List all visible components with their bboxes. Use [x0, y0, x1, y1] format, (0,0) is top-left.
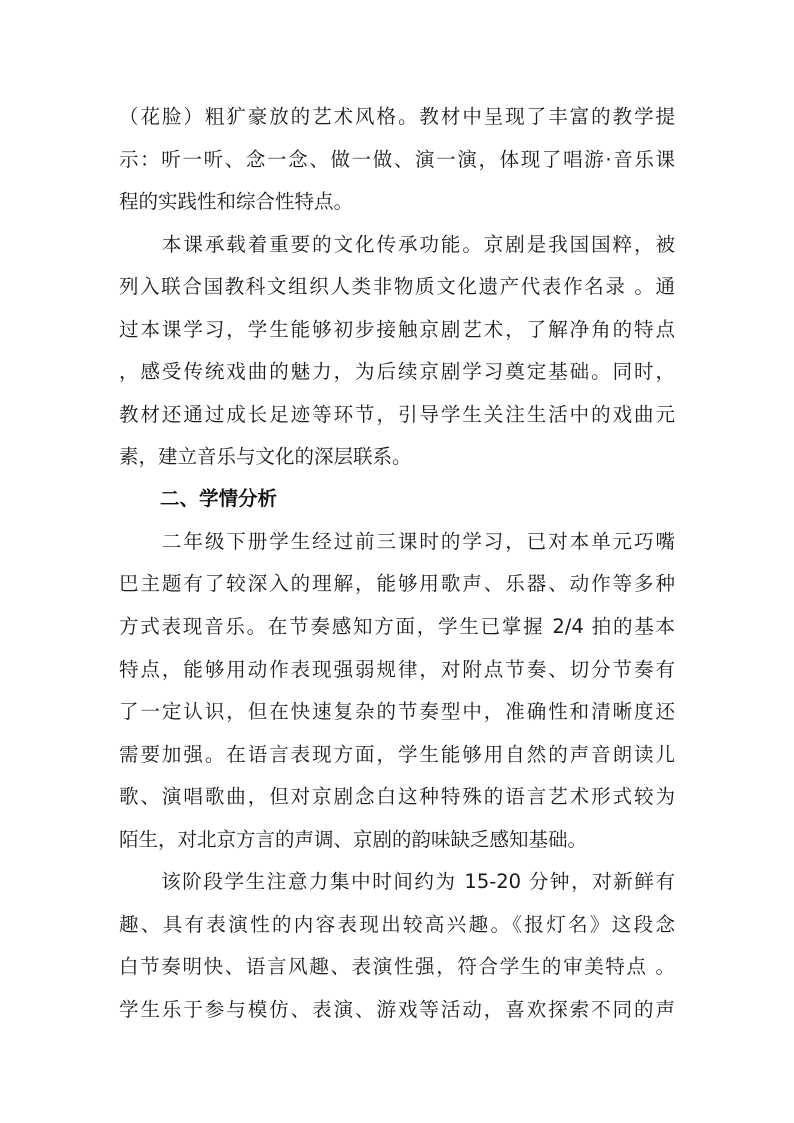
paragraph-3-line-8: 陌生，对北京方言的声调、京剧的韵味缺乏感知基础。: [119, 828, 588, 851]
paragraph-3-line-4: 特点，能够用动作表现强弱规律，对附点节奏、切分节奏有: [119, 658, 675, 681]
paragraph-3-line-3: 方式表现音乐。在节奏感知方面，学生已掌握 2/4 拍的基本: [119, 615, 675, 638]
paragraph-3-line-7: 歌、演唱歌曲，但对京剧念白这种特殊的语言艺术形式较为: [119, 785, 675, 808]
paragraph-4-line-4: 学生乐于参与模仿、表演、游戏等活动，喜欢探索不同的声: [119, 998, 675, 1021]
paragraph-4-line-3: 白节奏明快、语言风趣、表演性强，符合学生的审美特点 。: [119, 955, 675, 978]
paragraph-2-line-3: 过本课学习，学生能够初步接触京剧艺术，了解净角的特点: [119, 318, 675, 341]
paragraph-3-line-1: 二年级下册学生经过前三课时的学习，已对本单元巧嘴: [119, 530, 675, 553]
paragraph-2-line-4: ，感受传统戏曲的魅力，为后续京剧学习奠定基础。同时，: [119, 360, 675, 383]
paragraph-2-line-2: 列入联合国教科文组织人类非物质文化遗产代表作名录 。通: [119, 275, 675, 298]
paragraph-2-line-5: 教材还通过成长足迹等环节，引导学生关注生活中的戏曲元: [119, 403, 675, 426]
paragraph-3-line-6: 需要加强。在语言表现方面，学生能够用自然的声音朗读儿: [119, 743, 675, 766]
paragraph-3-line-2: 巴主题有了较深入的理解，能够用歌声、乐器、动作等多种: [119, 572, 675, 595]
section-heading: 二、学情分析: [160, 487, 278, 510]
paragraph-1-line-3: 程的实践性和综合性特点。: [119, 190, 354, 213]
paragraph-4-line-1: 该阶段学生注意力集中时间约为 15-20 分钟，对新鲜有: [119, 870, 675, 893]
paragraph-1-line-1: （花脸）粗犷豪放的艺术风格。教材中呈现了丰富的教学提: [119, 105, 675, 128]
paragraph-3-line-5: 了一定认识，但在快速复杂的节奏型中，准确性和清晰度还: [119, 700, 675, 723]
paragraph-1-line-2: 示：听一听、念一念、做一做、演一演，体现了唱游·音乐课: [119, 148, 675, 171]
paragraph-2-line-1: 本课承载着重要的文化传承功能。京剧是我国国粹，被: [119, 233, 675, 256]
paragraph-4-line-2: 趣、具有表演性的内容表现出较高兴趣。《报灯名》这段念: [119, 913, 675, 936]
paragraph-2-line-6: 素，建立音乐与文化的深层联系。: [119, 445, 412, 468]
